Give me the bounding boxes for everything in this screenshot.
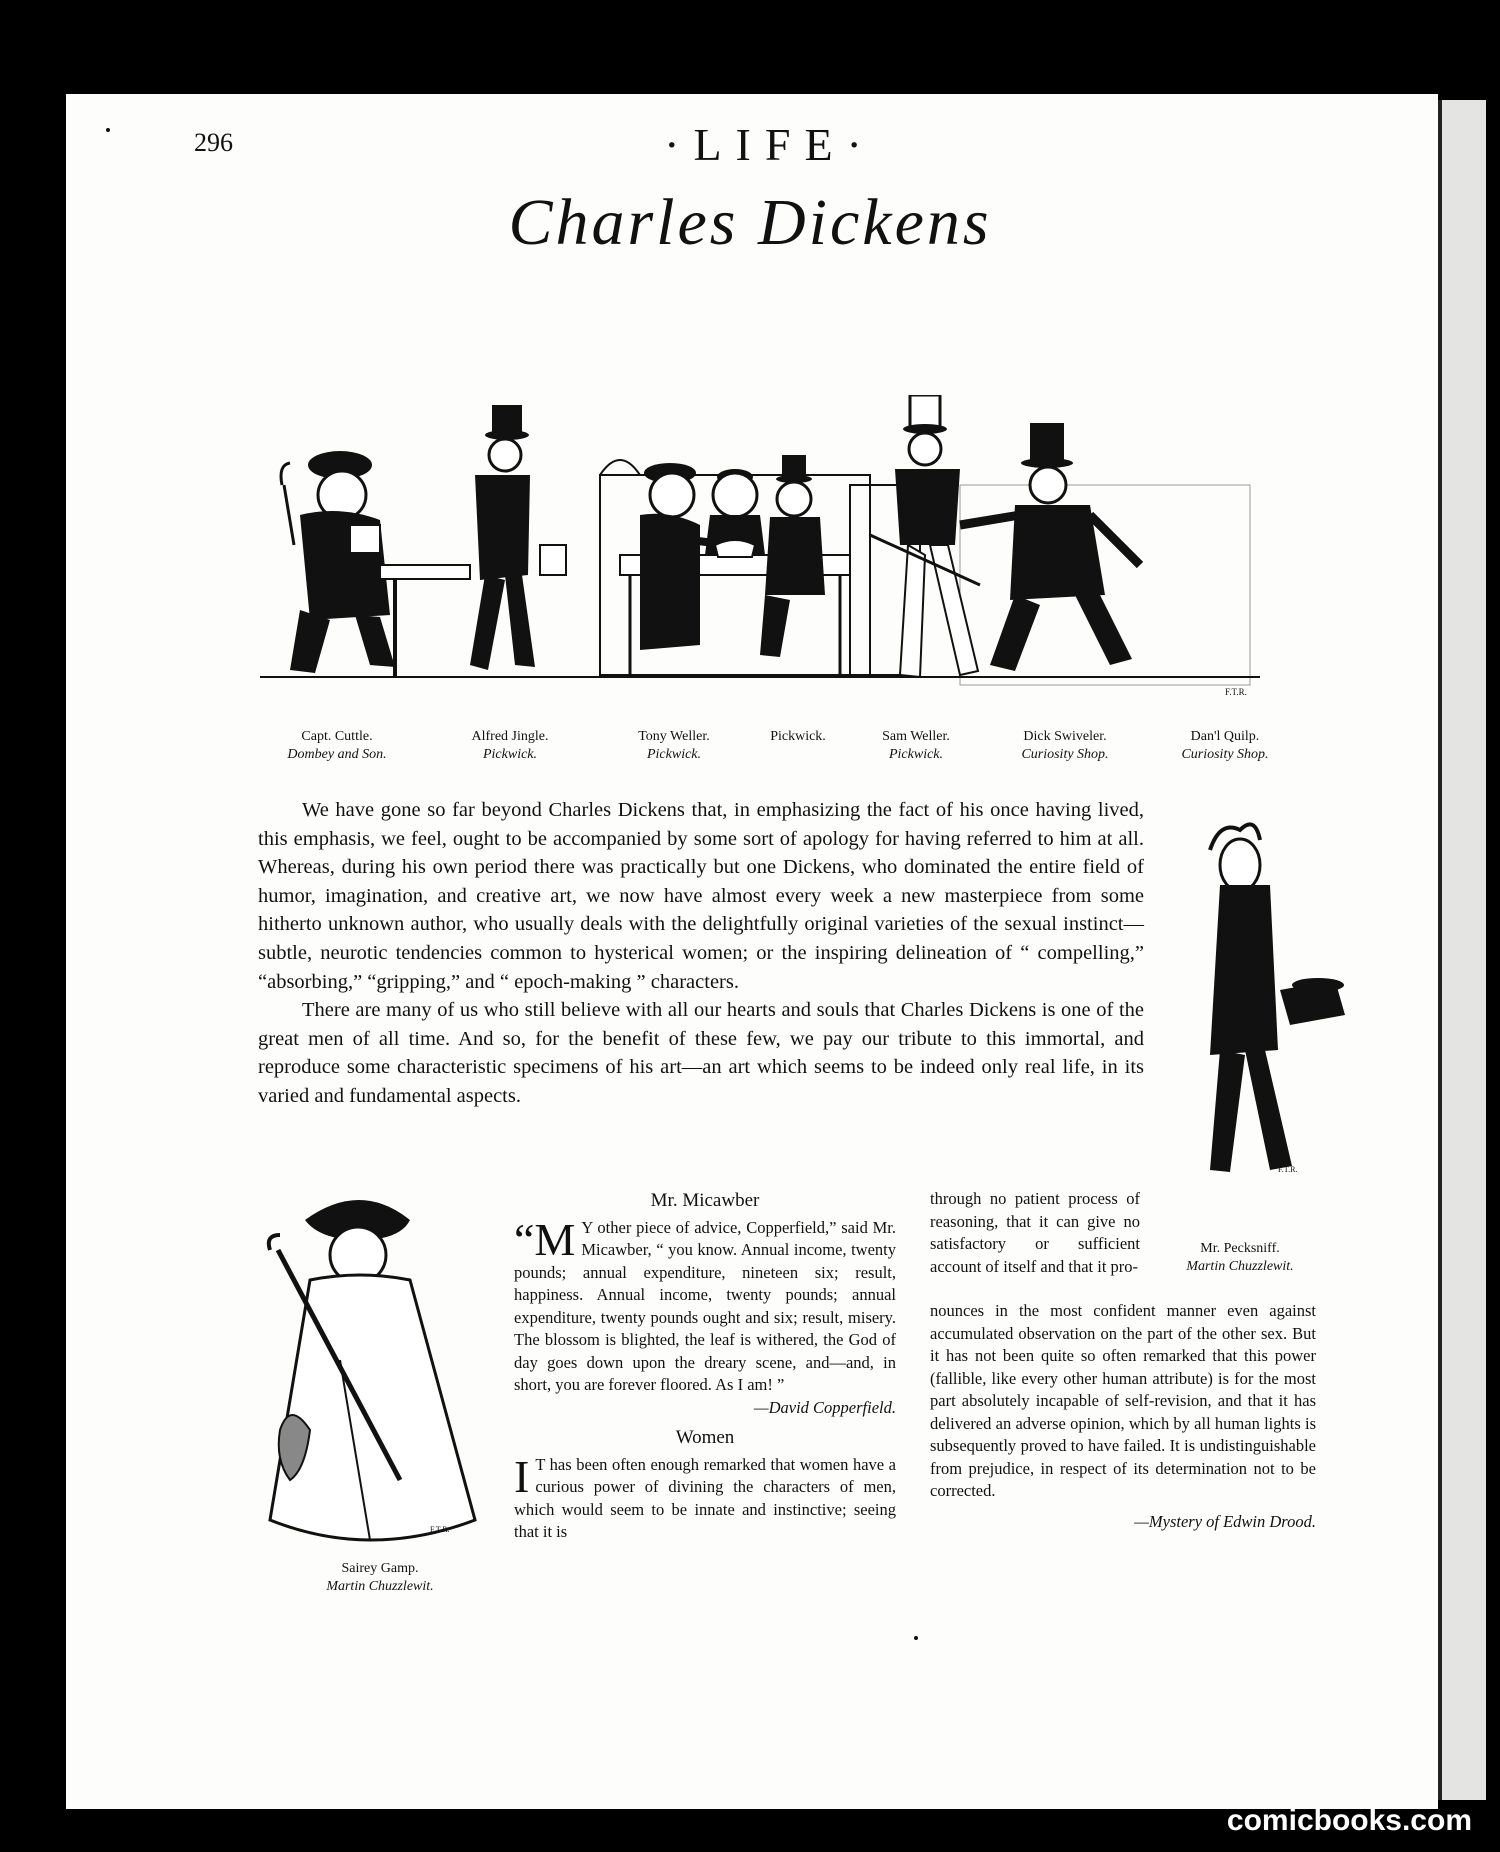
masthead: ·LIFE· (664, 119, 876, 170)
caption-work: Curiosity Shop. (1181, 747, 1269, 762)
watermark: comicbooks.com (1226, 1804, 1472, 1837)
column-right-upper (930, 1188, 1140, 1278)
micawber-text (514, 1213, 896, 1397)
page-number: 296 (194, 128, 233, 157)
caption-work: Curiosity Shop. (1021, 747, 1109, 762)
artist-signature: F.T.R. (430, 1525, 450, 1534)
caption-dick-swiveler (1000, 728, 1130, 768)
caption-name: Dick Swiveler. (1023, 729, 1107, 744)
print-speck (914, 1636, 918, 1640)
women-body-col1: T has been often enough remarked that women have a curious power of divining the characters of men, which would seem to be innate and instinctive; seeing that it is (514, 1454, 896, 1541)
women-source: —Mystery of Edwin Drood. (1134, 1511, 1316, 1531)
mr-pecksniff-illustration (1160, 810, 1380, 1230)
micawber-body: Y other piece of advice, Copperfield,” said Mr. Micawber, “ you know. Annual income, twenty pounds; annual expenditure, nineteen six; result, happiness. Annual income, twenty pounds; annual expenditure, twenty pounds ought and six; result, misery. The blossom is blighted, the leaf is withered, the God of day goes down upon the dreary scene, and—and, in short, you are forever floored. As I am! ” (514, 1217, 896, 1394)
danl-quilp-figure (960, 423, 1140, 671)
artist-signature: F.T.R. (1225, 687, 1247, 697)
caption-name: Tony Weller. (638, 729, 710, 744)
caption-work: Dombey and Son. (287, 747, 387, 762)
caption-tony-weller (604, 728, 744, 768)
women-text-col2-b: nounces in the most confident manner even against accumulated observation on the part of the other sex. But it has not been quite so often remarked that this power (fallible, like every other human attribute) is for the most part absolutely incapable of self-revision, and that it has delivered an adverse opinion, which by all human lights is subsequently proved to have failed. It is undistinguishable from prejudice, in respect of its determination not to be corrected. (930, 1301, 1316, 1500)
micawber-source: —David Copperfield. (753, 1397, 896, 1417)
alfred-jingle-figure (470, 405, 566, 670)
dickens-characters-illustration (260, 395, 1320, 715)
caption-name: Mr. Pecksniff. (1200, 1241, 1280, 1256)
caption-capt-cuttle (262, 728, 412, 768)
adjacent-page-edge (1438, 100, 1486, 1800)
women-text-col1 (514, 1450, 896, 1544)
caption-work: Pickwick. (482, 747, 538, 762)
caption-name: Capt. Cuttle. (301, 729, 373, 744)
caption-name: Alfred Jingle. (471, 729, 549, 744)
caption-sam-weller (856, 728, 976, 768)
caption-name: Sairey Gamp. (341, 1561, 419, 1576)
intro-text (258, 796, 1144, 1111)
women-heading: Women (675, 1427, 735, 1448)
caption-pickwick (748, 728, 848, 768)
sam-weller-figure (760, 455, 825, 657)
caption-alfred-jingle (440, 728, 580, 768)
caption-mr-pecksniff (1160, 1240, 1320, 1276)
artist-signature: F.T.R. (1278, 1165, 1298, 1174)
caption-name: Sam Weller. (882, 729, 950, 744)
caption-work: Martin Chuzzlewit. (1186, 1259, 1294, 1274)
sairey-gamp-illustration (250, 1180, 490, 1580)
article-title: Charles Dickens (508, 186, 992, 259)
women-dropcap: I (514, 1450, 530, 1502)
caption-work: Martin Chuzzlewit. (326, 1579, 434, 1594)
caption-work: Pickwick. (888, 747, 944, 762)
caption-name: Dan'l Quilp. (1190, 729, 1260, 744)
micawber-heading: Mr. Micawber (650, 1190, 760, 1211)
pickwick-figure (705, 469, 765, 557)
intro-paragraph: There are many of us who still believe with all our hearts and souls that Charles Dickens is one of the great men of all time. And so, for the benefit of these few, we pay our tribute to this immortal, and reproduce some characteristic specimens of his art—an art which seems to be indeed only real life, in its varied and fundamental aspects. (258, 999, 1144, 1107)
caption-danl-quilp (1160, 728, 1290, 768)
dick-swiveler-figure (870, 395, 980, 677)
column-left (514, 1190, 896, 1544)
caption-sairey-gamp (300, 1560, 460, 1596)
caption-work: Pickwick. (646, 747, 702, 762)
intro-paragraph: We have gone so far beyond Charles Dickens that, in emphasizing the fact of his once having lived, this emphasis, we feel, ought to be accompanied by some sort of apology for having referred to him at all. Whereas, during his own period there was practically but one Dickens, who dominated the entire field of humor, imagination, and creative art, we now have almost every week a new masterpiece from some hitherto unknown author, who usually deals with the delightfully original varieties of the sexual instinct—subtle, neurotic tendencies common to hysterical women; or the inspiring delineation of “ compelling,” “absorbing,” “gripping,” and “ epoch-making ” characters. (258, 799, 1144, 993)
capt-cuttle-figure (281, 451, 470, 677)
print-speck (106, 128, 110, 132)
column-right-lower (930, 1300, 1316, 1533)
caption-name: Pickwick. (770, 729, 826, 744)
micawber-dropcap: “M (514, 1213, 576, 1265)
women-text-col2-a: through no patient process of reasoning, that it can give no satisfactory or sufficient account of itself and that it pro- (930, 1189, 1140, 1276)
